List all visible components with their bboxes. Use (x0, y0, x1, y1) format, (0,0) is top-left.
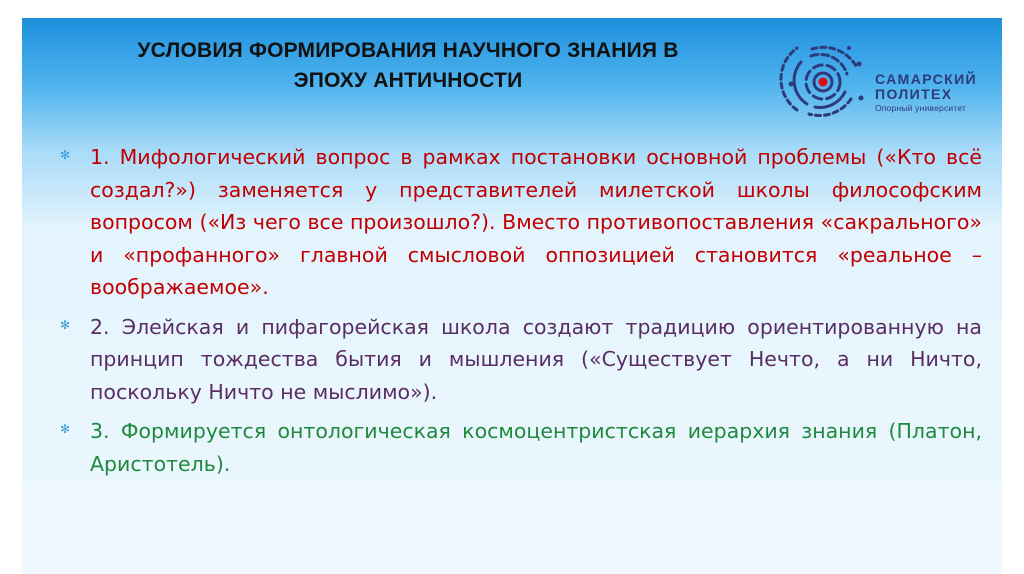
slide-title (78, 36, 738, 116)
slide (22, 18, 1002, 574)
logo-text (875, 72, 977, 114)
logo-name-line-1: САМАРСКИЙ (875, 71, 978, 87)
list-item (60, 415, 982, 480)
title-line-2: ЭПОХУ АНТИЧНОСТИ (293, 69, 523, 92)
logo-tagline: Опорный университет (875, 103, 967, 113)
list-item-text: 1. Мифологический вопрос в рамках постановки основной проблемы («Кто всё создал?») заменяется у представителей милетской школы философским вопросом («Из чего все произошло?). Вместо противопоставления «сакрального» и «профанного» главной смысловой оппозицией становится «реальное – воображаемое». (90, 145, 982, 299)
bullet-icon: ✻ (60, 422, 71, 436)
list-item-text: 3. Формируется онтологическая космоцентристская иерархия знания (Платон, Аристотель). (90, 419, 982, 476)
logo-name-line-2: ПОЛИТЕХ (875, 86, 953, 102)
content-list (60, 141, 982, 487)
bullet-icon: ✻ (60, 148, 71, 162)
list-item (60, 141, 982, 304)
bullet-icon: ✻ (60, 317, 71, 332)
title-line-1: УСЛОВИЯ ФОРМИРОВАНИЯ НАУЧНОГО ЗНАНИЯ В (137, 39, 679, 62)
university-logo (767, 34, 1002, 124)
logo-orbit-icon (767, 34, 877, 124)
list-item-text: 2. Элейская и пифагорейская школа создают традицию ориентированную на принцип тождества бытия и мышления («Существует Нечто, а ни Ничто, поскольку Ничто не мыслимо»). (90, 314, 982, 404)
list-item (60, 311, 982, 409)
